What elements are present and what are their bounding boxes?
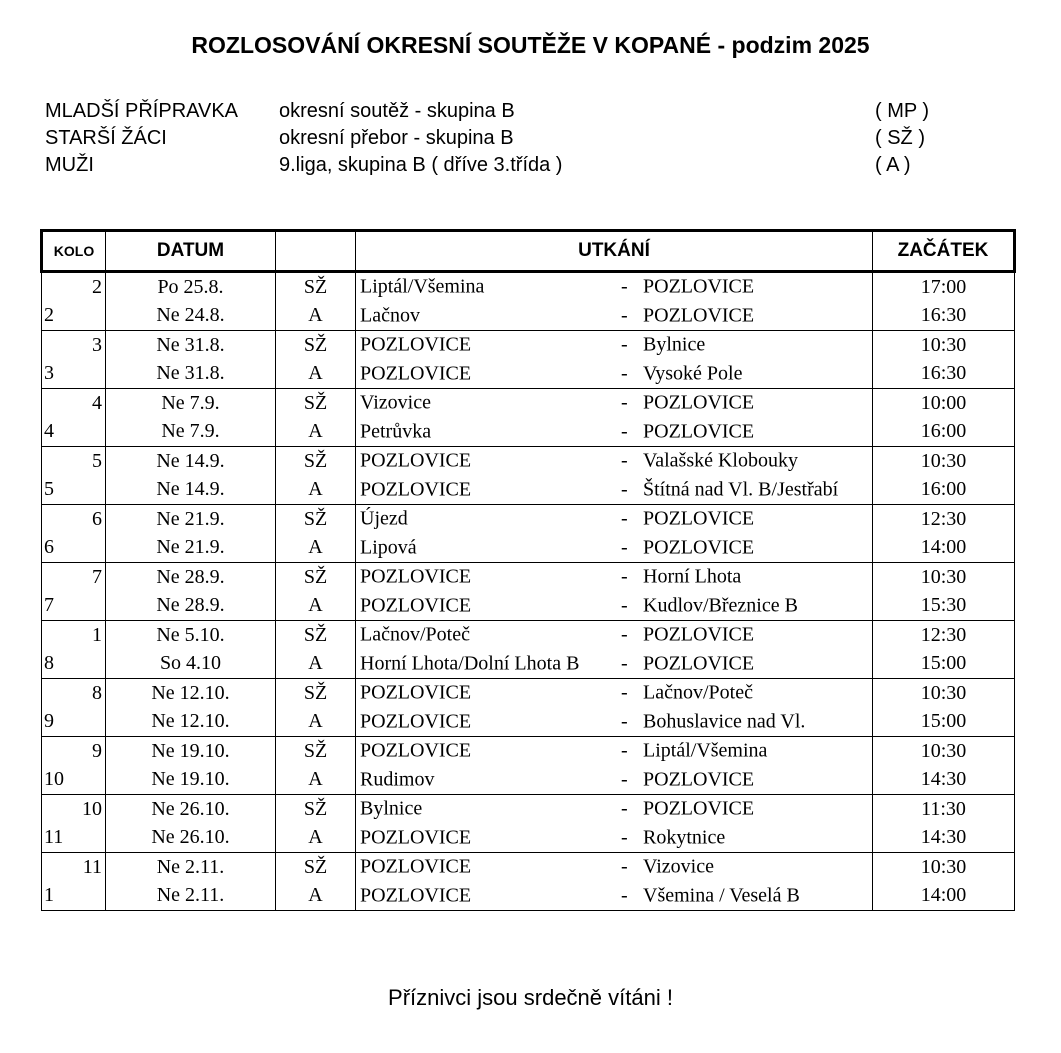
- away-team: Vysoké Pole: [643, 362, 743, 385]
- start-time-cell: 16:00: [873, 476, 1015, 505]
- table-row: [42, 534, 1015, 563]
- away-team: POZLOVICE: [643, 536, 755, 559]
- match-dash: -: [621, 536, 628, 559]
- match-dash: -: [621, 304, 628, 327]
- category-name: STARŠÍ ŽÁCI: [45, 127, 167, 149]
- date-cell: Ne 21.9.: [106, 505, 276, 534]
- table-row: [42, 476, 1015, 505]
- match-dash: -: [621, 623, 628, 646]
- start-time-cell: 14:00: [873, 882, 1015, 911]
- table-row: [42, 302, 1015, 331]
- match-dash: -: [621, 855, 628, 878]
- match-dash: -: [621, 478, 628, 501]
- home-team: POZLOVICE: [360, 594, 472, 617]
- round-cell: 11: [42, 824, 106, 853]
- match-dash: -: [621, 739, 628, 762]
- category-cell: SŽ: [276, 389, 356, 418]
- start-time-cell: 11:30: [873, 795, 1015, 824]
- start-time-cell: 15:00: [873, 650, 1015, 679]
- match-dash: -: [621, 710, 628, 733]
- away-team: Bylnice: [643, 333, 706, 356]
- away-team: Kudlov/Březnice B: [643, 594, 798, 617]
- home-team: POZLOVICE: [360, 681, 472, 704]
- table-row: [42, 824, 1015, 853]
- table-row: [42, 563, 1015, 592]
- match-cell: [356, 418, 873, 447]
- header-utkani: UTKÁNÍ: [356, 231, 873, 272]
- start-time-cell: 16:30: [873, 302, 1015, 331]
- start-time-cell: 10:30: [873, 679, 1015, 708]
- away-team: POZLOVICE: [643, 797, 755, 820]
- category-cell: A: [276, 824, 356, 853]
- category-cell: A: [276, 476, 356, 505]
- match-dash: -: [621, 565, 628, 588]
- match-cell: [356, 534, 873, 563]
- round-cell: 1: [42, 882, 106, 911]
- home-team: POZLOVICE: [360, 710, 472, 733]
- home-team: Vizovice: [360, 391, 431, 414]
- category-cell: A: [276, 302, 356, 331]
- home-team: Újezd: [360, 507, 408, 530]
- match-cell: [356, 272, 873, 302]
- table-body: [42, 272, 1015, 911]
- match-dash: -: [621, 826, 628, 849]
- match-dash: -: [621, 333, 628, 356]
- category-cell: A: [276, 708, 356, 737]
- round-cell: 2: [42, 272, 106, 302]
- date-cell: Ne 19.10.: [106, 737, 276, 766]
- home-team: POZLOVICE: [360, 478, 472, 501]
- table-row: [42, 331, 1015, 360]
- category-cell: A: [276, 592, 356, 621]
- round-cell: 6: [42, 534, 106, 563]
- start-time-cell: 15:00: [873, 708, 1015, 737]
- category-code: ( MP ): [875, 100, 930, 122]
- category-cell: SŽ: [276, 737, 356, 766]
- round-cell: 3: [42, 360, 106, 389]
- start-time-cell: 12:30: [873, 621, 1015, 650]
- category-list: [45, 97, 945, 181]
- match-cell: [356, 882, 873, 911]
- table-row: [42, 882, 1015, 911]
- category-cell: SŽ: [276, 853, 356, 882]
- date-cell: Ne 24.8.: [106, 302, 276, 331]
- start-time-cell: 10:30: [873, 447, 1015, 476]
- table-row: [42, 766, 1015, 795]
- home-team: Rudimov: [360, 768, 435, 791]
- start-time-cell: 14:00: [873, 534, 1015, 563]
- table-row: [42, 505, 1015, 534]
- round-cell: 1: [42, 621, 106, 650]
- away-team: Liptál/Všemina: [643, 739, 768, 762]
- away-team: POZLOVICE: [643, 507, 755, 530]
- date-cell: Po 25.8.: [106, 272, 276, 302]
- match-cell: [356, 795, 873, 824]
- match-dash: -: [621, 362, 628, 385]
- round-cell: 9: [42, 737, 106, 766]
- away-team: POZLOVICE: [643, 304, 755, 327]
- table-row: [42, 853, 1015, 882]
- round-cell: 8: [42, 679, 106, 708]
- away-team: Lačnov/Poteč: [643, 681, 753, 704]
- round-cell: 4: [42, 418, 106, 447]
- away-team: Horní Lhota: [643, 565, 742, 588]
- table-row: [42, 737, 1015, 766]
- date-cell: Ne 2.11.: [106, 882, 276, 911]
- match-dash: -: [621, 275, 628, 298]
- table-row: [42, 272, 1015, 302]
- date-cell: Ne 26.10.: [106, 824, 276, 853]
- date-cell: Ne 14.9.: [106, 476, 276, 505]
- category-cell: A: [276, 882, 356, 911]
- match-cell: [356, 766, 873, 795]
- start-time-cell: 10:30: [873, 737, 1015, 766]
- match-dash: -: [621, 884, 628, 907]
- home-team: Horní Lhota/Dolní Lhota B: [360, 652, 580, 675]
- round-cell: 7: [42, 563, 106, 592]
- date-cell: Ne 31.8.: [106, 331, 276, 360]
- match-cell: [356, 360, 873, 389]
- round-cell: 6: [42, 505, 106, 534]
- home-team: POZLOVICE: [360, 739, 472, 762]
- away-team: POZLOVICE: [643, 623, 755, 646]
- away-team: Vizovice: [643, 855, 714, 878]
- start-time-cell: 10:30: [873, 563, 1015, 592]
- away-team: Bohuslavice nad Vl.: [643, 710, 806, 733]
- away-team: POZLOVICE: [643, 420, 755, 443]
- date-cell: So 4.10: [106, 650, 276, 679]
- home-team: Lipová: [360, 536, 417, 559]
- category-cell: A: [276, 534, 356, 563]
- match-dash: -: [621, 652, 628, 675]
- table-row: [42, 679, 1015, 708]
- match-cell: [356, 737, 873, 766]
- table-row: [42, 447, 1015, 476]
- category-cell: SŽ: [276, 272, 356, 302]
- match-dash: -: [621, 507, 628, 530]
- match-cell: [356, 447, 873, 476]
- home-team: POZLOVICE: [360, 333, 472, 356]
- match-cell: [356, 824, 873, 853]
- page-title: ROZLOSOVÁNÍ OKRESNÍ SOUTĚŽE V KOPANÉ - podzim 2025: [191, 32, 870, 58]
- date-cell: Ne 28.9.: [106, 592, 276, 621]
- round-cell: 2: [42, 302, 106, 331]
- table-row: [42, 795, 1015, 824]
- start-time-cell: 16:00: [873, 418, 1015, 447]
- match-cell: [356, 592, 873, 621]
- start-time-cell: 14:30: [873, 766, 1015, 795]
- match-dash: -: [621, 420, 628, 443]
- category-cell: A: [276, 766, 356, 795]
- match-dash: -: [621, 391, 628, 414]
- round-cell: 9: [42, 708, 106, 737]
- start-time-cell: 10:30: [873, 331, 1015, 360]
- date-cell: Ne 5.10.: [106, 621, 276, 650]
- match-cell: [356, 650, 873, 679]
- match-dash: -: [621, 768, 628, 791]
- category-desc: okresní přebor - skupina B: [279, 127, 514, 149]
- category-desc: 9.liga, skupina B ( dříve 3.třída ): [279, 154, 563, 176]
- home-team: Bylnice: [360, 797, 423, 820]
- match-cell: [356, 389, 873, 418]
- table-row: [42, 360, 1015, 389]
- match-cell: [356, 331, 873, 360]
- round-cell: 11: [42, 853, 106, 882]
- match-dash: -: [621, 594, 628, 617]
- header-category: [276, 231, 356, 272]
- round-cell: 10: [42, 766, 106, 795]
- away-team: POZLOVICE: [643, 391, 755, 414]
- home-team: Lačnov/Poteč: [360, 623, 470, 646]
- header-zacatek: ZAČÁTEK: [873, 231, 1015, 272]
- start-time-cell: 12:30: [873, 505, 1015, 534]
- home-team: Petrůvka: [360, 420, 432, 443]
- category-cell: SŽ: [276, 563, 356, 592]
- away-team: POZLOVICE: [643, 275, 755, 298]
- round-cell: 3: [42, 331, 106, 360]
- away-team: Štítná nad Vl. B/Jestřabí: [643, 478, 839, 501]
- round-cell: 5: [42, 476, 106, 505]
- date-cell: Ne 19.10.: [106, 766, 276, 795]
- footer-note: Příznivci jsou srdečně vítáni !: [388, 985, 673, 1010]
- category-cell: A: [276, 360, 356, 389]
- table-row: [42, 621, 1015, 650]
- round-cell: 5: [42, 447, 106, 476]
- category-cell: SŽ: [276, 505, 356, 534]
- start-time-cell: 14:30: [873, 824, 1015, 853]
- round-cell: 4: [42, 389, 106, 418]
- date-cell: Ne 21.9.: [106, 534, 276, 563]
- date-cell: Ne 7.9.: [106, 389, 276, 418]
- table-row: [42, 708, 1015, 737]
- category-desc: okresní soutěž - skupina B: [279, 100, 515, 122]
- date-cell: Ne 14.9.: [106, 447, 276, 476]
- date-cell: Ne 12.10.: [106, 679, 276, 708]
- table-row: [42, 389, 1015, 418]
- start-time-cell: 10:00: [873, 389, 1015, 418]
- match-dash: -: [621, 449, 628, 472]
- header-kolo: KOLO: [42, 231, 106, 272]
- table-row: [42, 650, 1015, 679]
- date-cell: Ne 2.11.: [106, 853, 276, 882]
- category-cell: A: [276, 418, 356, 447]
- table-row: [42, 592, 1015, 621]
- match-cell: [356, 563, 873, 592]
- home-team: POZLOVICE: [360, 884, 472, 907]
- away-team: Rokytnice: [643, 826, 726, 849]
- category-code: ( A ): [875, 154, 911, 176]
- table-row: [42, 418, 1015, 447]
- match-dash: -: [621, 797, 628, 820]
- home-team: POZLOVICE: [360, 826, 472, 849]
- away-team: POZLOVICE: [643, 768, 755, 791]
- start-time-cell: 10:30: [873, 853, 1015, 882]
- date-cell: Ne 31.8.: [106, 360, 276, 389]
- match-dash: -: [621, 681, 628, 704]
- match-cell: [356, 302, 873, 331]
- away-team: Všemina / Veselá B: [643, 884, 800, 907]
- away-team: Valašské Klobouky: [643, 449, 798, 472]
- category-name: MUŽI: [45, 154, 94, 176]
- home-team: POZLOVICE: [360, 565, 472, 588]
- home-team: Lačnov: [360, 304, 420, 327]
- match-cell: [356, 708, 873, 737]
- start-time-cell: 15:30: [873, 592, 1015, 621]
- category-cell: SŽ: [276, 795, 356, 824]
- round-cell: 8: [42, 650, 106, 679]
- match-cell: [356, 476, 873, 505]
- category-cell: A: [276, 650, 356, 679]
- schedule-table: [40, 229, 1016, 911]
- round-cell: 7: [42, 592, 106, 621]
- home-team: POZLOVICE: [360, 855, 472, 878]
- category-code: ( SŽ ): [875, 127, 925, 149]
- home-team: POZLOVICE: [360, 362, 472, 385]
- date-cell: Ne 26.10.: [106, 795, 276, 824]
- match-cell: [356, 853, 873, 882]
- category-name: MLADŠÍ PŘÍPRAVKA: [45, 100, 239, 122]
- home-team: Liptál/Všemina: [360, 275, 485, 298]
- match-cell: [356, 679, 873, 708]
- category-cell: SŽ: [276, 447, 356, 476]
- date-cell: Ne 12.10.: [106, 708, 276, 737]
- date-cell: Ne 28.9.: [106, 563, 276, 592]
- match-cell: [356, 621, 873, 650]
- date-cell: Ne 7.9.: [106, 418, 276, 447]
- match-cell: [356, 505, 873, 534]
- category-cell: SŽ: [276, 679, 356, 708]
- header-datum: DATUM: [106, 231, 276, 272]
- table-header-row: [42, 231, 1015, 272]
- home-team: POZLOVICE: [360, 449, 472, 472]
- round-cell: 10: [42, 795, 106, 824]
- start-time-cell: 16:30: [873, 360, 1015, 389]
- category-cell: SŽ: [276, 621, 356, 650]
- category-cell: SŽ: [276, 331, 356, 360]
- start-time-cell: 17:00: [873, 272, 1015, 302]
- away-team: POZLOVICE: [643, 652, 755, 675]
